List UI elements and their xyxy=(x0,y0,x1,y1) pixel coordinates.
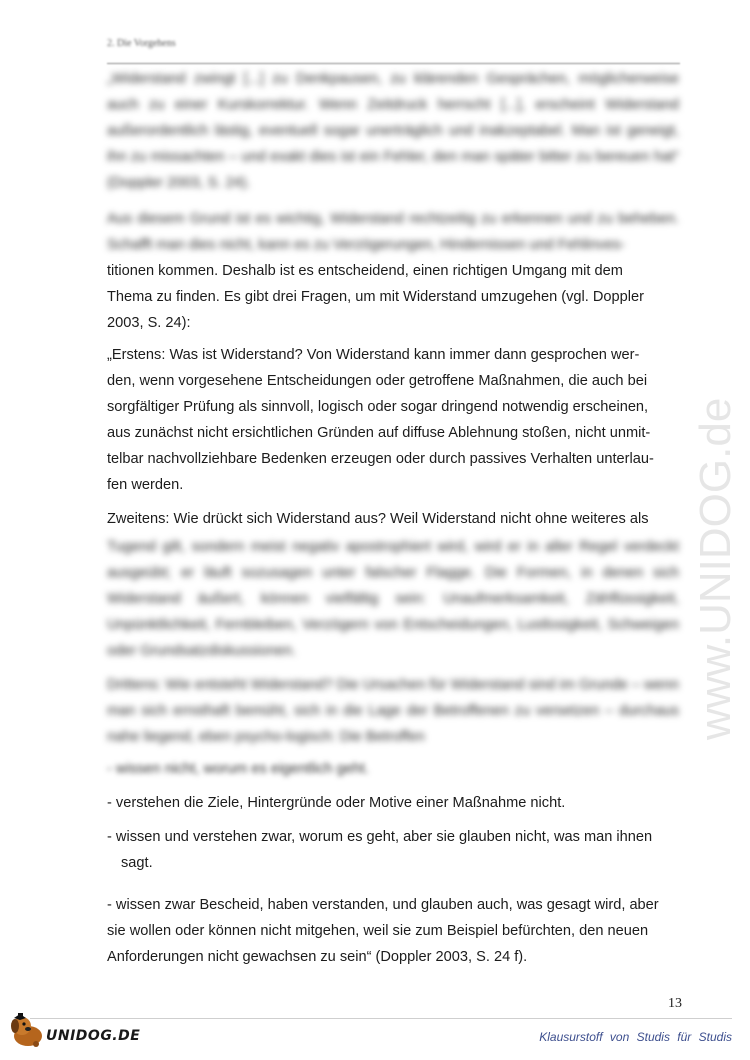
list-item-4 xyxy=(107,892,679,970)
text-line: sorgfältiger Prüfung als sinnvoll, logisch oder sogar dringend notwendig erscheinen, xyxy=(107,399,649,415)
text-line: „Erstens: Was ist Widerstand? Von Widerstand kann immer dann gesprochen wer- xyxy=(107,347,640,363)
watermark xyxy=(686,270,746,750)
text-line: telbar nachvollziehbare Bedenken erzeugen oder durch passives Verhalten unterlau- xyxy=(107,451,654,467)
paragraph-4 xyxy=(107,506,679,532)
dog-mascot-icon xyxy=(6,1010,50,1050)
paragraph-text: Drittens: Wie entsteht Widerstand? Die Ursachen für Widerstand sind im Grunde – wenn man sich ernsthaft bemüht, sich in die Lage der Betroffenen zu versetzen – durchaus nahe liegend, eben psycho-logisch: Die Betroffen xyxy=(107,677,679,745)
text-line: Zweitens: Wie drückt sich Widerstand aus? Weil Widerstand nicht ohne weiteres als xyxy=(107,511,649,527)
list-item-3 xyxy=(107,824,679,876)
running-head: 2. Die Vorgehens xyxy=(107,38,176,49)
watermark-text: www.UNIDOG.de xyxy=(691,397,740,740)
text-line: titionen kommen. Deshalb ist es entscheidend, einen richtigen Umgang mit dem xyxy=(107,263,623,279)
text-line: fen werden. xyxy=(107,477,184,493)
list-item: - wissen nicht, worum es eigentlich geht. xyxy=(107,761,369,777)
paragraph-2 xyxy=(107,258,679,336)
paragraph-text: Aus diesem Grund ist es wichtig, Widerstand rechtzeitig zu erkennen und zu beheben. Schafft man dies nicht, kann es zu Verzögerungen, Hindernissen und Fehlinves- xyxy=(107,211,679,253)
list-item-blurred xyxy=(107,756,679,782)
text-line: Anforderungen nicht gewachsen zu sein“ (Doppler 2003, S. 24 f). xyxy=(107,949,528,965)
paragraph-text: „Widerstand zwingt [...] zu Denkpausen, zu klärenden Gesprächen, möglicherweise auch zu einer Kurskorrektur. Wenn Zeitdruck herrscht [...], erscheint Widerstand außerordentlich lästig, eventuell sogar unerträglich und inakzeptabel. Man ist geneigt, ihn zu missachten – und exakt dies ist ein Fehler, den man später bitter zu bereuen hat“ (Doppler 2003, S. 24). xyxy=(107,71,679,191)
paragraph-5-blurred xyxy=(107,672,679,750)
text-line: aus zunächst nicht ersichtlichen Gründen auf diffuse Ablehnung stoßen, nicht unmit- xyxy=(107,425,651,441)
paragraph-text: Tugend gilt, sondern meist negativ apostrophiert wird, wird er in aller Regel verdeckt ausgeübt; er läuft sozusagen unter falscher Flagge. Die Formen, in denen sich Widerstand äußert, können vielfältig sein: Unaufmerksamkeit, Zähflüssigkeit, Unpünktlichkeit, Fernbleiben, Verzögern von Entscheidungen, Lustlosigkeit, Schweigen oder Grundsatzdiskussionen. xyxy=(107,539,679,659)
paragraph-4-blurred xyxy=(107,534,679,664)
header-rule xyxy=(107,63,680,64)
text-line: den, wenn vorgesehene Entscheidungen oder getroffene Maßnahmen, die auch bei xyxy=(107,373,648,389)
text-line: 2003, S. 24): xyxy=(107,315,191,331)
text-line: - wissen zwar Bescheid, haben verstanden, und glauben auch, was gesagt wird, aber xyxy=(107,897,659,913)
paragraph-2-blurred xyxy=(107,206,679,258)
text-line: sie wollen oder können nicht mitgehen, weil sie zum Beispiel befürchten, den neuen xyxy=(107,923,649,939)
paragraph-3 xyxy=(107,342,679,498)
list-item: - verstehen die Ziele, Hintergründe oder Motive einer Maßnahme nicht. xyxy=(107,795,566,811)
text-line: Thema zu finden. Es gibt drei Fragen, um mit Widerstand umzugehen (vgl. Doppler xyxy=(107,289,644,305)
text-line: - wissen und verstehen zwar, worum es geht, aber sie glauben nicht, was man ihnen xyxy=(107,829,653,845)
paragraph-quote-1 xyxy=(107,66,679,196)
footer-claim: Klausurstoff von Studis für Studis xyxy=(539,1030,732,1044)
logo-text: UNIDOG.DE xyxy=(46,1028,141,1044)
list-item-2 xyxy=(107,790,679,816)
page-number: 13 xyxy=(668,996,682,1011)
text-line: sagt. xyxy=(121,855,153,871)
